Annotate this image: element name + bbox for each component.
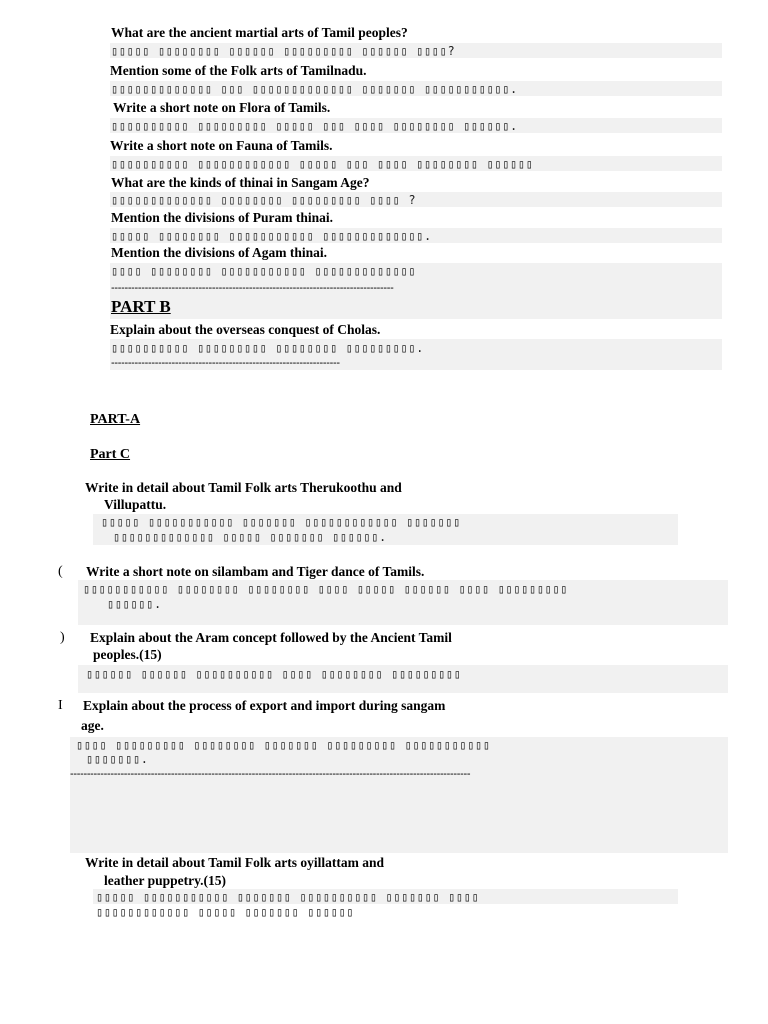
part-b-tamil-text: ▯▯▯▯▯▯▯▯▯▯ ▯▯▯▯▯▯▯▯▯ ▯▯▯▯▯▯▯▯ ▯▯▯▯▯▯▯▯▯. xyxy=(111,341,424,355)
tamil-text-3: ▯▯▯▯▯▯▯▯▯▯ ▯▯▯▯▯▯▯▯▯ ▯▯▯▯▯ ▯▯▯ ▯▯▯▯ ▯▯▯▯▯▯▯▯ ▯▯▯▯▯▯. xyxy=(111,119,518,133)
question-1: What are the ancient martial arts of Tamil peoples? xyxy=(111,25,408,40)
list-marker: I xyxy=(58,698,63,713)
list-marker: ( xyxy=(58,564,63,579)
part-c-question-5-cont: leather puppetry.(15) xyxy=(104,873,226,888)
tamil-text: ▯▯▯▯▯▯▯. xyxy=(86,752,149,766)
tamil-text: ▯▯▯▯▯▯. xyxy=(107,597,162,611)
part-c-question-1: Write in detail about Tamil Folk arts Therukoothu and xyxy=(85,480,402,495)
part-a-label: PART-A xyxy=(90,412,141,427)
part-c-question-4: Explain about the process of export and import during sangam xyxy=(83,698,446,713)
tamil-text-4: ▯▯▯▯▯▯▯▯▯▯ ▯▯▯▯▯▯▯▯▯▯▯▯ ▯▯▯▯▯ ▯▯▯ ▯▯▯▯ ▯▯▯▯▯▯▯▯ ▯▯▯▯▯▯ xyxy=(111,157,534,171)
part-b-heading: PART B xyxy=(111,297,171,316)
tamil-text: ▯▯▯▯▯▯▯▯▯▯▯▯▯ ▯▯▯▯▯ ▯▯▯▯▯▯▯ ▯▯▯▯▯▯. xyxy=(113,530,387,544)
part-c-question-5: Write in detail about Tamil Folk arts oyillattam and xyxy=(85,855,385,870)
tamil-text: ▯▯▯▯▯▯▯▯▯▯▯▯ ▯▯▯▯▯ ▯▯▯▯▯▯▯ ▯▯▯▯▯▯ xyxy=(96,905,355,919)
separator-line: ----------------------------------------------------------------------------------------------------------------------- xyxy=(70,768,471,780)
question-6: Mention the divisions of Puram thinai. xyxy=(111,210,334,225)
tamil-text: ▯▯▯▯ ▯▯▯▯▯▯▯▯▯ ▯▯▯▯▯▯▯▯ ▯▯▯▯▯▯▯ ▯▯▯▯▯▯▯▯▯ ▯▯▯▯▯▯▯▯▯▯▯ xyxy=(76,738,491,752)
tamil-band xyxy=(70,737,728,853)
question-7: Mention the divisions of Agam thinai. xyxy=(111,245,328,260)
tamil-text: ▯▯▯▯▯▯▯▯▯▯▯ ▯▯▯▯▯▯▯▯ ▯▯▯▯▯▯▯▯ ▯▯▯▯ ▯▯▯▯▯ ▯▯▯▯▯▯ ▯▯▯▯ ▯▯▯▯▯▯▯▯▯ xyxy=(83,582,569,596)
part-b-question: Explain about the overseas conquest of Cholas. xyxy=(110,322,381,337)
question-4: Write a short note on Fauna of Tamils. xyxy=(110,138,333,153)
question-2: Mention some of the Folk arts of Tamilnadu. xyxy=(110,63,367,78)
part-c-question-3-cont: peoples.(15) xyxy=(93,647,162,662)
list-marker: ) xyxy=(60,630,65,645)
separator-line: -------------------------------------------------------------------- xyxy=(111,357,340,369)
tamil-text: ▯▯▯▯▯ ▯▯▯▯▯▯▯▯▯▯▯ ▯▯▯▯▯▯▯ ▯▯▯▯▯▯▯▯▯▯ ▯▯▯▯▯▯▯ ▯▯▯▯ xyxy=(96,890,480,904)
question-3: Write a short note on Flora of Tamils. xyxy=(113,100,331,115)
tamil-text-1: ▯▯▯▯▯ ▯▯▯▯▯▯▯▯ ▯▯▯▯▯▯ ▯▯▯▯▯▯▯▯▯ ▯▯▯▯▯▯ ▯▯▯▯? xyxy=(111,44,456,58)
tamil-text-7: ▯▯▯▯ ▯▯▯▯▯▯▯▯ ▯▯▯▯▯▯▯▯▯▯▯ ▯▯▯▯▯▯▯▯▯▯▯▯▯ xyxy=(111,264,417,278)
question-5: What are the kinds of thinai in Sangam Age? xyxy=(111,175,370,190)
part-c-question-4-cont: age. xyxy=(81,718,104,733)
part-c-question-3: Explain about the Aram concept followed by the Ancient Tamil xyxy=(90,630,452,645)
part-c-question-2: Write a short note on silambam and Tiger dance of Tamils. xyxy=(86,564,425,579)
tamil-text-2: ▯▯▯▯▯▯▯▯▯▯▯▯▯ ▯▯▯ ▯▯▯▯▯▯▯▯▯▯▯▯▯ ▯▯▯▯▯▯▯ ▯▯▯▯▯▯▯▯▯▯▯. xyxy=(111,82,518,96)
tamil-text-6: ▯▯▯▯▯ ▯▯▯▯▯▯▯▯ ▯▯▯▯▯▯▯▯▯▯▯ ▯▯▯▯▯▯▯▯▯▯▯▯▯. xyxy=(111,229,432,243)
tamil-text: ▯▯▯▯▯ ▯▯▯▯▯▯▯▯▯▯▯ ▯▯▯▯▯▯▯ ▯▯▯▯▯▯▯▯▯▯▯▯ ▯▯▯▯▯▯▯ xyxy=(101,515,461,529)
part-c-question-1-cont: Villupattu. xyxy=(104,497,167,512)
part-c-label: Part C xyxy=(90,447,131,462)
tamil-text: ▯▯▯▯▯▯ ▯▯▯▯▯▯ ▯▯▯▯▯▯▯▯▯▯ ▯▯▯▯ ▯▯▯▯▯▯▯▯ ▯▯▯▯▯▯▯▯▯ xyxy=(86,667,462,681)
separator-line: ------------------------------------------------------------------------------------ xyxy=(111,282,394,294)
tamil-text-5: ▯▯▯▯▯▯▯▯▯▯▯▯▯ ▯▯▯▯▯▯▯▯ ▯▯▯▯▯▯▯▯▯ ▯▯▯▯ ? xyxy=(111,193,417,207)
